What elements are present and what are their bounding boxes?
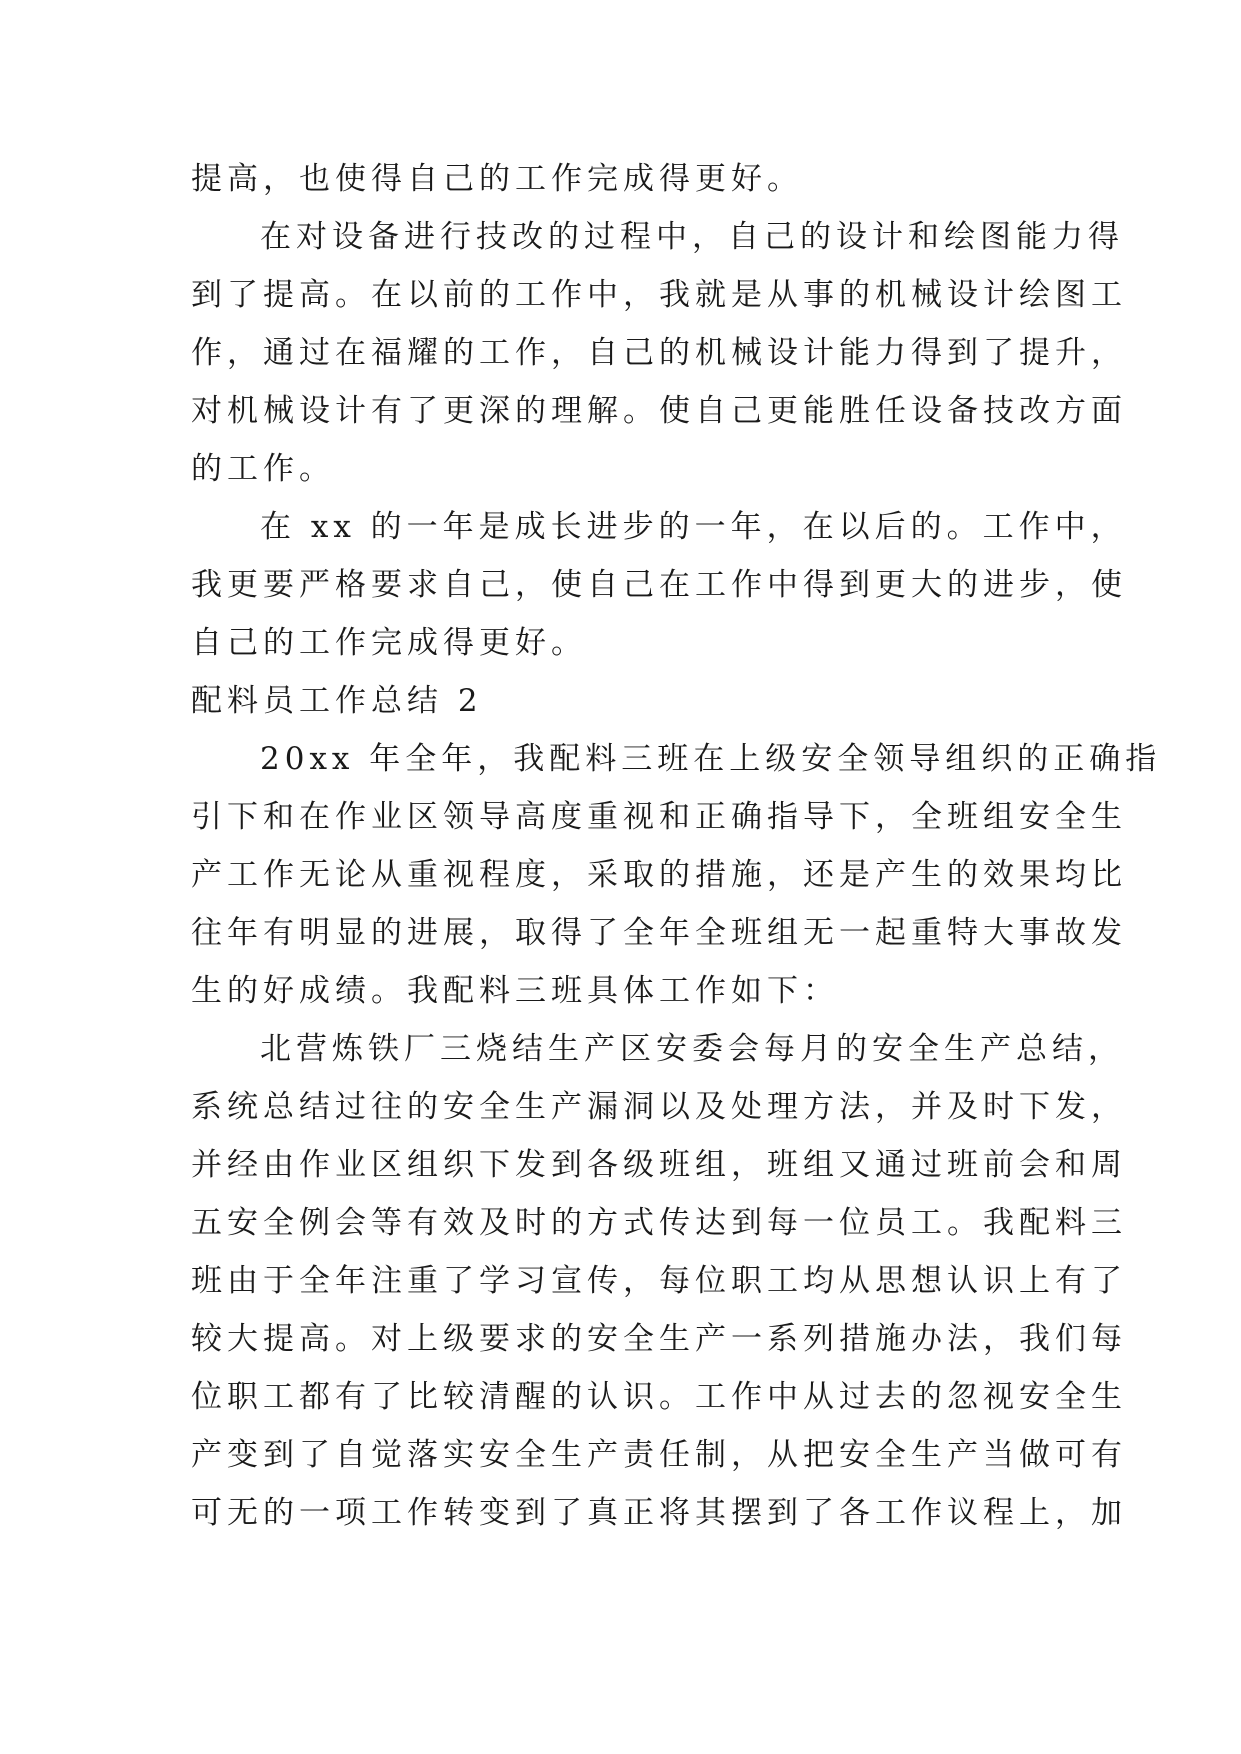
text-line: 的工作。 [191, 451, 335, 487]
text-line: 我更要严格要求自己，使自己在工作中得到更大的进步，使 [191, 567, 1127, 603]
paragraph-4 [191, 730, 1162, 1020]
paragraph-1 [191, 150, 1071, 208]
text-line: 生的好成绩。我配料三班具体工作如下： [191, 973, 839, 1009]
text-line: 北营炼铁厂三烧结生产区安委会每月的安全生产总结， [260, 1031, 1124, 1067]
text-line: 在 xx 的一年是成长进步的一年，在以后的。工作中， [260, 509, 1127, 545]
text-line: 五安全例会等有效及时的方式传达到每一位员工。我配料三 [191, 1205, 1127, 1241]
text-line: 自己的工作完成得更好。 [191, 625, 587, 661]
text-line: 往年有明显的进展，取得了全年全班组无一起重特大事故发 [191, 915, 1127, 951]
document-body [191, 150, 1162, 1542]
text-line: 在对设备进行技改的过程中，自己的设计和绘图能力得 [260, 219, 1124, 255]
text-line: 对机械设计有了更深的理解。使自己更能胜任设备技改方面 [191, 393, 1127, 429]
text-line: 提高，也使得自己的工作完成得更好。 [191, 161, 803, 197]
paragraph-2 [191, 208, 1127, 498]
text-line: 较大提高。对上级要求的安全生产一系列措施办法，我们每 [191, 1321, 1127, 1357]
text-line: 产变到了自觉落实安全生产责任制，从把安全生产当做可有 [191, 1437, 1127, 1473]
text-line: 20xx 年全年，我配料三班在上级安全领导组织的正确指 [260, 741, 1162, 777]
section-heading: 配料员工作总结 2 [191, 683, 483, 719]
text-line: 产工作无论从重视程度，采取的措施，还是产生的效果均比 [191, 857, 1127, 893]
text-line: 位职工都有了比较清醒的认识。工作中从过去的忽视安全生 [191, 1379, 1127, 1415]
text-line: 作，通过在福耀的工作，自己的机械设计能力得到了提升， [191, 335, 1127, 371]
text-line: 引下和在作业区领导高度重视和正确指导下，全班组安全生 [191, 799, 1127, 835]
text-line: 系统总结过往的安全生产漏洞以及处理方法，并及时下发， [191, 1089, 1127, 1125]
text-line: 到了提高。在以前的工作中，我就是从事的机械设计绘图工 [191, 277, 1127, 313]
text-line: 并经由作业区组织下发到各级班组，班组又通过班前会和周 [191, 1147, 1127, 1183]
text-line: 班由于全年注重了学习宣传，每位职工均从思想认识上有了 [191, 1263, 1127, 1299]
text-line: 可无的一项工作转变到了真正将其摆到了各工作议程上，加 [191, 1495, 1127, 1531]
paragraph-3 [191, 498, 1127, 672]
paragraph-5 [191, 1020, 1127, 1542]
